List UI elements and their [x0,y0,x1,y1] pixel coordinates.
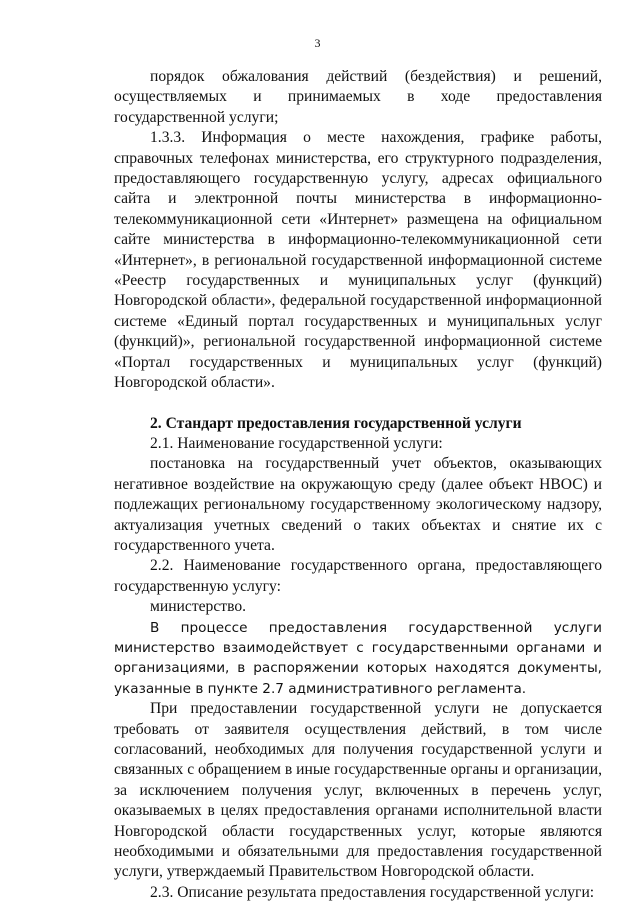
paragraph-interaction: В процессе предоставления государственной услуги министерство взаимодействует с государственными органами и организациями, в распоряжении которых находятся документы, указанные в пункте 2.7 административного регламента. [114,619,602,697]
paragraph-prohibition: При предоставлении государственной услуги не допускается требовать от заявителя осуществления действий, в том числе согласований, необходимых для получения государственной услуги и связанных с обращением в иные государственные органы и организации, за исключением получения услуг, включенных в перечень услуг, оказываемых в целях предоставления органами исполнительной власти Новгородской области государственных услуг, которые являются необходимыми и обязательными для предоставления государственной услуги, утверждаемый Правительством Новгородской области. [114,700,602,881]
document-body [114,67,602,903]
paragraph-appeal-procedure: порядок обжалования действий (бездействия) и решений, осуществляемых и принимаемых в ходе предоставления государственной услуги; [114,68,602,126]
paragraph-1-3-3: 1.3.3. Информация о месте нахождения, графике работы, справочных телефонах министерства, его структурного подразделения, предоставляющего государственную услугу, адресах официального сайта и электронной почты министерства в информационно-телекоммуникационной сети «Интернет» размещена на официальном сайте министерства в информационно-телекоммуникационной сети «Интернет», в региональной государственной информационной системе «Реестр государственных и муниципальных услуг (функций) Новгородской области», федеральной государственной информационной системе «Единый портал государственных и муниципальных услуг (функций)», региональной государственной информационной системе «Портал государственных и муниципальных услуг (функций) Новгородской области». [114,129,602,392]
section-heading-2: 2. Стандарт предоставления государственной услуги [150,414,522,432]
paragraph-ministry: министерство. [150,598,247,616]
paragraph-2-2: 2.2. Наименование государственного органа, предоставляющего государственную услугу: [114,557,602,595]
paragraph-service-name: постановка на государственный учет объектов, оказывающих негативное воздействие на окружающую среду (далее объект НВОС) и подлежащих региональному государственному экологическому надзору, актуализация учетных сведений о таких объектах и снятие их с государственного учета. [114,455,602,554]
page-number: 3 [314,36,321,50]
paragraph-2-1: 2.1. Наименование государственной услуги: [150,434,443,452]
paragraph-2-3: 2.3. Описание результата предоставления государственной услуги: [150,883,595,901]
